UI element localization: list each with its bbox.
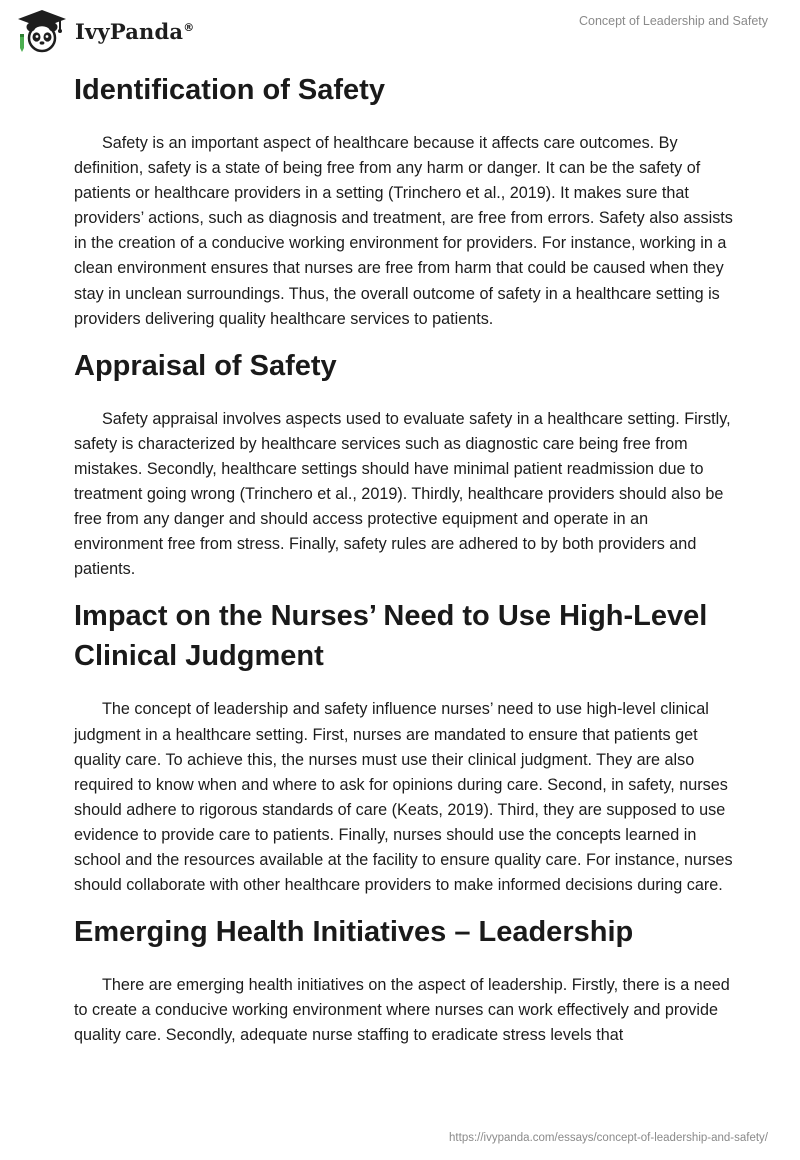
- section-heading: Appraisal of Safety: [74, 349, 337, 382]
- ivypanda-logo[interactable]: [14, 8, 194, 54]
- section-paragraph: Safety appraisal involves aspects used to evaluate safety in a healthcare setting. Firstly, safety is characterized by healthcare services such as diagnostic care being free from mistakes. Secondly, healthcare settings should have minimal patient readmission due to treatment going wrong (Trinchero et al., 2019). Thirdly, healthcare providers should also be free from any danger and should access protective equipment and operate in an environment free from stress. Finally, safety rules are adhered to by both providers and patients.: [74, 409, 731, 579]
- section-heading: Emerging Health Initiatives – Leadership: [74, 916, 634, 949]
- panda-graduate-icon: [14, 8, 70, 54]
- section-paragraph: There are emerging health initiatives on the aspect of leadership. Firstly, there is a need to create a conducive working environment where nurses can work effectively and provide quality care. Secondly, adequate nurse staffing to eradicate stress levels that: [74, 976, 730, 1045]
- section-heading: Identification of Safety: [74, 74, 385, 106]
- logo-text: IvyPanda®: [75, 18, 195, 44]
- source-url[interactable]: https://ivypanda.com/essays/concept-of-leadership-and-safety/: [449, 1132, 768, 1144]
- running-title: Concept of Leadership and Safety: [578, 14, 768, 28]
- section-paragraph: The concept of leadership and safety influence nurses’ need to use high-level clinical judgment in a healthcare setting. First, nurses are mandated to ensure that patients get quality care. To achieve this, the nurses must use their clinical judgment. They are also required to know when and where to ask for opinions during care. Second, in safety, nurses should adhere to rigorous standards of care (Keats, 2019). Third, they are supposed to use evidence to provide care to patients. Finally, nurses should use the concepts learned in school and the resources available at the facility to ensure quality care. For instance, nurses should collaborate with other healthcare providers to make informed decisions during care.: [74, 700, 733, 895]
- page-header: [0, 0, 800, 70]
- section-heading: Impact on the Nurses’ Need to Use High-Level Clinical Judgment: [74, 600, 708, 673]
- section-paragraph: Safety is an important aspect of healthcare because it affects care outcomes. By definition, safety is a state of being free from any harm or danger. It can be the safety of patients or healthcare providers in a setting (Trinchero et al., 2019). It makes sure that providers’ actions, such as diagnosis and treatment, are free from errors. Safety also assists in the creation of a conducive working environment for providers. For instance, working in a clean environment ensures that nurses are free from harm that could be caused when they stay in unclean surroundings. Thus, the overall outcome of safety in a healthcare setting is providers delivering quality healthcare services to patients.: [74, 134, 733, 328]
- article-body: [74, 68, 734, 1062]
